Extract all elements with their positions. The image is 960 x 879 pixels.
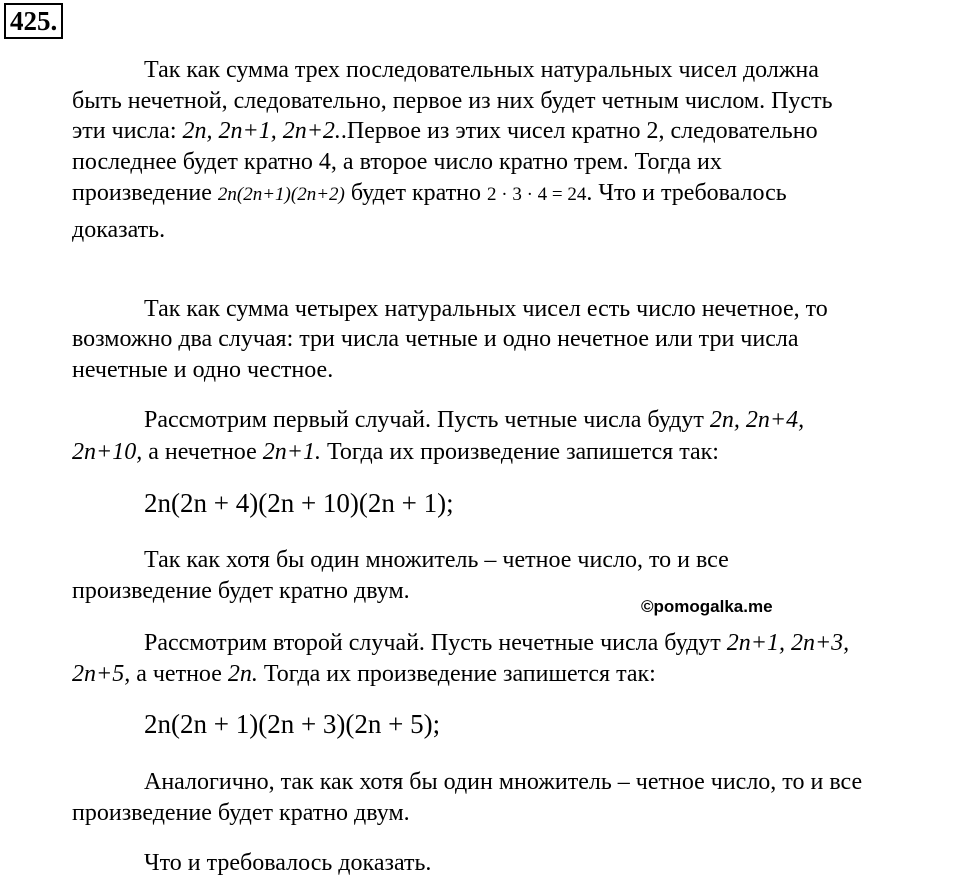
case1-line-2-text-b: а нечетное <box>142 439 263 465</box>
p1-line-3-text-b: .Первое из этих чисел кратно 2, следовательно <box>340 118 818 144</box>
case2-conclusion-1: Аналогично, так как хотя бы один множитель – четное число, то и все <box>144 769 863 795</box>
p1-numbers-math: 2n, 2n+1, 2n+2. <box>182 118 341 144</box>
case2-line-2-text-b: а четное <box>130 661 228 687</box>
p1-line-5-text-b: будет кратно <box>344 180 488 206</box>
case1-line-1 <box>144 405 804 435</box>
p1-multiple-formula: 2 · 3 · 4 = 24 <box>487 184 587 205</box>
case2-math-a: 2n+5, <box>72 661 131 687</box>
case2-line-2 <box>72 659 656 689</box>
case2-conclusion-2: произведение будет кратно двум. <box>72 800 410 826</box>
case2-line-1-text: Рассмотрим второй случай. Пусть нечетные числа будут <box>144 630 727 656</box>
p2-line-1: Так как сумма четырех натуральных чисел есть число нечетное, то <box>144 296 828 322</box>
p2-line-3: нечетные и одно честное. <box>72 357 334 383</box>
case2-line-1 <box>144 628 849 658</box>
case1-line-2-text-c: Тогда их произведение запишется так: <box>320 439 719 465</box>
case2-even-number-math: 2n. <box>227 661 258 687</box>
case1-conclusion-1: Так как хотя бы один множитель – четное число, то и все <box>144 547 729 573</box>
p1-line-5 <box>72 178 787 210</box>
case1-formula: 2n(2n + 4)(2n + 10)(2n + 1); <box>144 488 454 518</box>
p1-line-5-text-a: произведение <box>72 180 218 206</box>
case1-line-2 <box>72 437 719 467</box>
case1-even-numbers-math: 2n, 2n+4, <box>709 407 805 433</box>
problem-number: 425. <box>4 3 63 39</box>
p1-line-3 <box>72 116 818 146</box>
watermark: ©pomogalka.me <box>641 597 773 616</box>
p1-line-6: доказать. <box>72 217 166 243</box>
case2-odd-numbers-math: 2n+1, 2n+3, <box>726 630 850 656</box>
case2-formula: 2n(2n + 1)(2n + 3)(2n + 5); <box>144 709 441 739</box>
p1-line-1: Так как сумма трех последовательных натуральных чисел должна <box>144 57 819 83</box>
p1-line-5-text-c: . Что и требовалось <box>586 180 787 206</box>
p1-line-2: быть нечетной, следовательно, первое из них будет четным числом. Пусть <box>72 88 833 114</box>
p1-line-4: последнее будет кратно 4, а второе число кратно трем. Тогда их <box>72 149 722 175</box>
p1-line-3-text-a: эти числа: <box>72 118 183 144</box>
case2-line-2-text-c: Тогда их произведение запишется так: <box>257 661 656 687</box>
case1-line-1-text: Рассмотрим первый случай. Пусть четные числа будут <box>144 407 710 433</box>
case1-conclusion-2: произведение будет кратно двум. <box>72 578 410 604</box>
final-statement: Что и требовалось доказать. <box>144 850 432 876</box>
case1-math-a: 2n+10, <box>72 439 143 465</box>
p2-line-2: возможно два случая: три числа четные и одно нечетное или три числа <box>72 326 799 352</box>
p1-product-formula: 2n(2n+1)(2n+2) <box>217 184 345 205</box>
case1-odd-number-math: 2n+1. <box>262 439 321 465</box>
